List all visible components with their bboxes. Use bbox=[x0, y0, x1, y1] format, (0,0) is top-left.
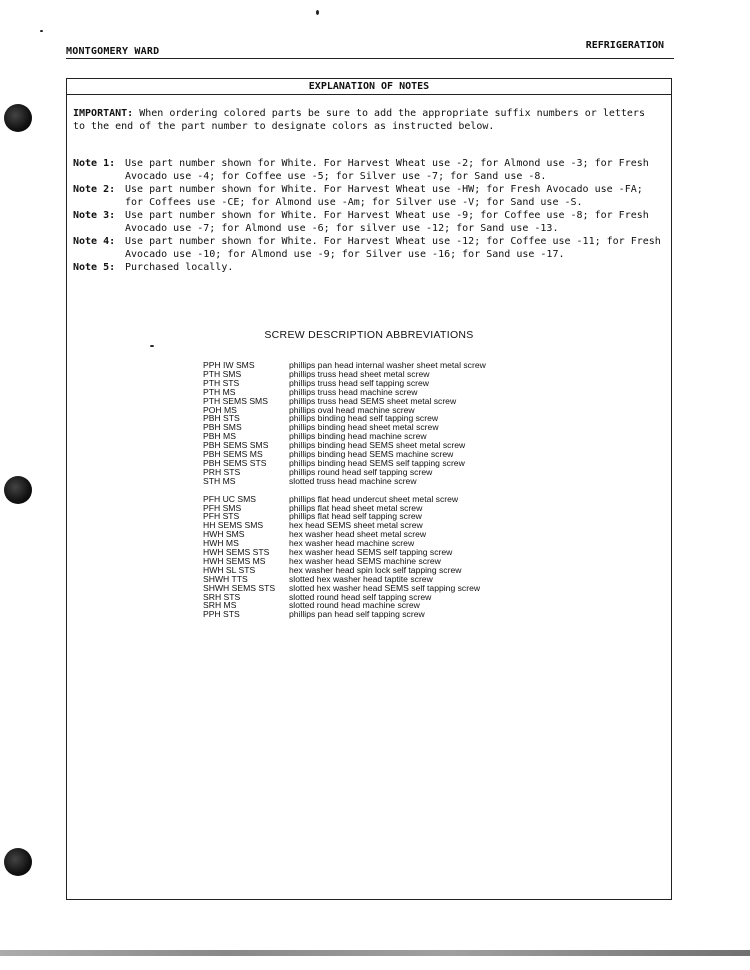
content-frame bbox=[66, 78, 672, 900]
screw-description: hex washer head machine screw bbox=[289, 538, 415, 549]
screw-abbreviation: SHWH TTS bbox=[203, 573, 248, 584]
screw-description: phillips truss head machine screw bbox=[289, 386, 418, 397]
screw-description: phillips flat head self tapping screw bbox=[289, 511, 422, 522]
note-item bbox=[73, 261, 663, 274]
note-label: Note 5: bbox=[73, 262, 116, 273]
screw-abbreviation: HWH SEMS STS bbox=[203, 547, 270, 558]
screw-abbreviation: PFH STS bbox=[203, 511, 240, 522]
screw-abbreviation: PTH SMS bbox=[203, 368, 242, 379]
screw-description: hex washer head spin lock self tapping screw bbox=[289, 564, 462, 575]
screw-abbreviation: PFH SMS bbox=[203, 502, 242, 513]
note-item bbox=[73, 235, 663, 261]
note-item bbox=[73, 209, 663, 235]
screw-abbreviations-title: SCREW DESCRIPTION ABBREVIATIONS bbox=[264, 329, 474, 341]
punch-hole bbox=[4, 848, 32, 876]
table-row bbox=[203, 477, 486, 486]
screw-description: phillips binding head SEMS sheet metal screw bbox=[289, 440, 466, 451]
screw-abbreviation: PTH MS bbox=[203, 386, 236, 397]
screw-description: hex washer head SEMS self tapping screw bbox=[289, 547, 453, 558]
notes-title-box bbox=[67, 79, 671, 95]
screw-description: phillips pan head internal washer sheet metal screw bbox=[289, 360, 486, 370]
important-text: When ordering colored parts be sure to add the appropriate suffix numbers or letters to the end of the part number to designate colors as instructed below. bbox=[73, 108, 645, 132]
note-label: Note 1: bbox=[73, 158, 116, 169]
screw-description: phillips truss head SEMS sheet metal screw bbox=[289, 395, 457, 406]
screw-description: hex head SEMS sheet metal screw bbox=[289, 520, 423, 531]
screw-abbreviation: PTH SEMS SMS bbox=[203, 395, 268, 406]
screw-description: hex washer head SEMS machine screw bbox=[289, 555, 441, 566]
header-section: REFRIGERATION bbox=[585, 40, 664, 51]
screw-description: hex washer head sheet metal screw bbox=[289, 529, 427, 540]
screw-abbreviation: PBH SEMS SMS bbox=[203, 440, 269, 451]
screw-description: phillips round head self tapping screw bbox=[289, 466, 433, 477]
note-text: Use part number shown for White. For Harvest Wheat use -2; for Almond use -3; for Fresh Avocado use -4; for Coffee use -5; for Silver use -7; for Sand use -8. bbox=[125, 158, 649, 182]
screw-abbreviation: PPH STS bbox=[203, 609, 240, 620]
screw-description: phillips binding head self tapping screw bbox=[289, 413, 439, 424]
note-text: Use part number shown for White. For Harvest Wheat use -9; for Coffee use -8; for Fresh Avocado use -7; for Almond use -6; for silver use -12; for Sand use -13. bbox=[125, 210, 649, 234]
notes-title: EXPLANATION OF NOTES bbox=[308, 81, 430, 92]
screw-abbreviation: SRH STS bbox=[203, 591, 241, 602]
note-text: Purchased locally. bbox=[125, 262, 234, 273]
scan-speck bbox=[40, 30, 43, 32]
punch-hole bbox=[4, 104, 32, 132]
screw-description: phillips truss head self tapping screw bbox=[289, 377, 429, 388]
screw-abbreviation: SRH MS bbox=[203, 600, 237, 611]
screw-abbreviation: PBH SMS bbox=[203, 422, 242, 433]
screw-abbreviation: SHWH SEMS STS bbox=[203, 582, 276, 593]
screw-description: slotted round head self tapping screw bbox=[289, 591, 432, 602]
note-label: Note 2: bbox=[73, 184, 116, 195]
screw-abbreviation: HWH MS bbox=[203, 538, 239, 549]
important-label: IMPORTANT: bbox=[73, 108, 134, 119]
screw-abbreviation: HWH SEMS MS bbox=[203, 555, 266, 566]
note-label: Note 3: bbox=[73, 210, 116, 221]
notes-list bbox=[73, 157, 663, 274]
screw-abbreviation: PTH STS bbox=[203, 377, 240, 388]
note-text: Use part number shown for White. For Harvest Wheat use -HW; for Fresh Avocado use -FA; for Coffees use -CE; for Almond use -Am; for Silver use -V; for Sand use -S. bbox=[125, 184, 643, 208]
screw-description: slotted truss head machine screw bbox=[289, 475, 417, 486]
screw-abbreviation: STH MS bbox=[203, 475, 236, 486]
screw-description: phillips flat head undercut sheet metal screw bbox=[289, 493, 459, 504]
note-item bbox=[73, 157, 663, 183]
scan-edge-strip bbox=[0, 950, 750, 956]
note-label: Note 4: bbox=[73, 236, 116, 247]
screw-description: phillips binding head machine screw bbox=[289, 431, 427, 442]
screw-description: slotted hex washer head SEMS self tapping screw bbox=[289, 582, 481, 593]
important-paragraph bbox=[73, 107, 663, 133]
screw-abbreviations-table bbox=[203, 361, 486, 619]
screw-abbreviation: PBH STS bbox=[203, 413, 240, 424]
punch-hole bbox=[4, 476, 32, 504]
screw-description: phillips flat head sheet metal screw bbox=[289, 502, 423, 513]
screw-abbreviation: PBH SEMS MS bbox=[203, 449, 263, 460]
screw-abbreviation: PPH IW SMS bbox=[203, 360, 255, 370]
screw-description: phillips truss head sheet metal screw bbox=[289, 368, 430, 379]
note-text: Use part number shown for White. For Harvest Wheat use -12; for Coffee use -11; for Fresh Avocado use -10; for Almond use -9; for Silver use -16; for Sand use -17. bbox=[125, 236, 661, 260]
screw-description: phillips binding head SEMS self tapping screw bbox=[289, 457, 465, 468]
screw-abbreviation: PBH SEMS STS bbox=[203, 457, 267, 468]
screw-description: slotted hex washer head taptite screw bbox=[289, 573, 433, 584]
screw-abbreviation: HH SEMS SMS bbox=[203, 520, 264, 531]
scan-speck bbox=[316, 10, 319, 15]
table-row bbox=[203, 610, 486, 619]
screw-description: slotted round head machine screw bbox=[289, 600, 420, 611]
screw-abbreviation: HWH SL STS bbox=[203, 564, 256, 575]
screw-description: phillips binding head SEMS machine screw bbox=[289, 449, 454, 460]
screw-abbreviation: PFH UC SMS bbox=[203, 493, 256, 504]
note-item bbox=[73, 183, 663, 209]
header-company: MONTGOMERY WARD bbox=[66, 46, 160, 57]
screw-abbreviation: HWH SMS bbox=[203, 529, 245, 540]
header-rule bbox=[66, 58, 674, 59]
screw-abbreviation: PBH MS bbox=[203, 431, 236, 442]
screw-abbreviation: POH MS bbox=[203, 404, 237, 415]
screw-description: phillips oval head machine screw bbox=[289, 404, 415, 415]
screw-description: phillips binding head sheet metal screw bbox=[289, 422, 439, 433]
screw-abbreviation: PRH STS bbox=[203, 466, 241, 477]
screw-description: phillips pan head self tapping screw bbox=[289, 609, 425, 620]
